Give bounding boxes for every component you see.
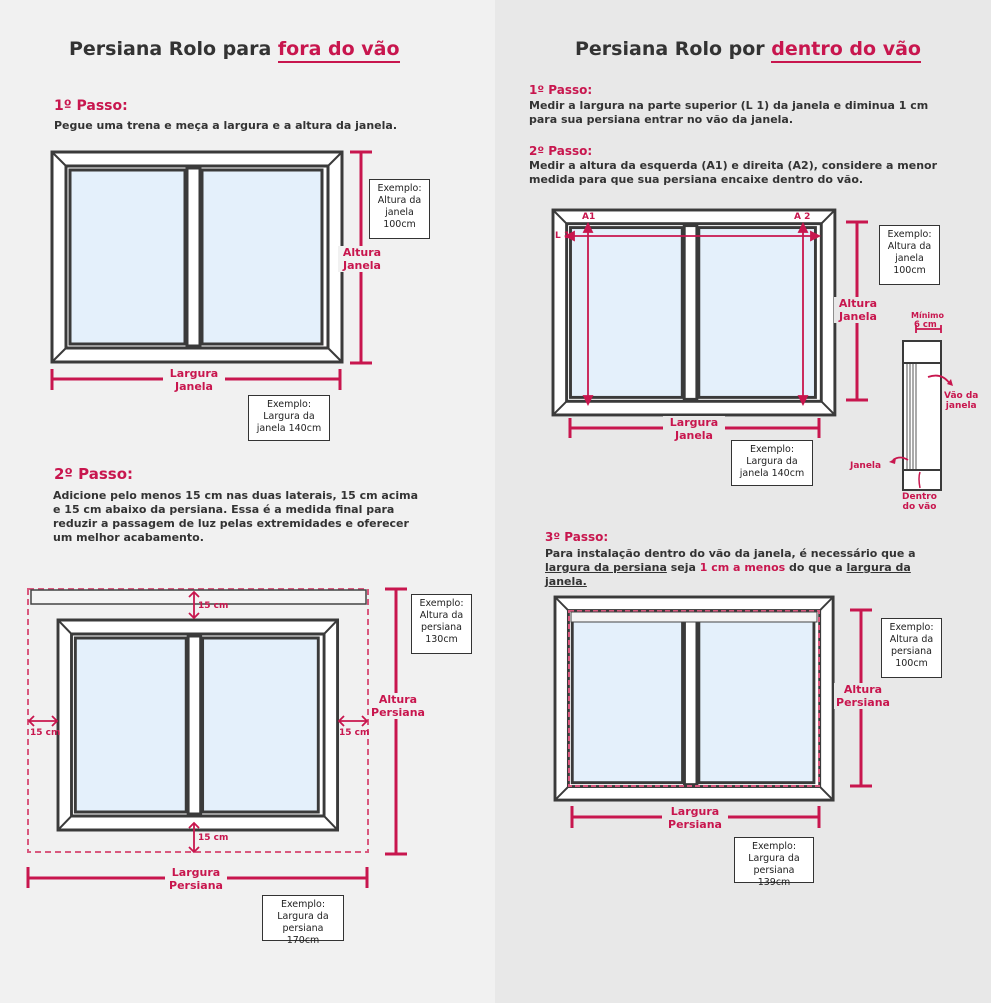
left-step1-width-label: Largura Janela: [163, 367, 225, 393]
right-step2-text: Medir a altura da esquerda (A1) e direita (A2), considere a menor medida para que sua persiana encaixe dentro do vão.: [529, 159, 938, 186]
right-step1-label: 1º Passo:: [529, 83, 593, 97]
left-step1-example-width: Exemplo: Largura da janela 140cm: [248, 395, 330, 441]
right-step3-label: 3º Passo:: [545, 530, 609, 544]
side-dentro-vao-label: Dentro do vão: [902, 492, 937, 512]
right-step2-window: [553, 210, 835, 415]
left-step2-margin-top: 15 cm: [198, 601, 229, 611]
left-step2-margin-bottom: 15 cm: [198, 833, 229, 843]
left-step1-height-label: Altura Janela: [338, 246, 386, 272]
right-step2-example-width: Exemplo: Largura da janela 140cm: [731, 440, 813, 486]
left-step2-window: [58, 620, 338, 830]
left-step2-height-dimension: [385, 589, 407, 854]
left-step1-window: [52, 152, 342, 362]
left-step2-margin-right: 15 cm: [339, 728, 370, 738]
left-step1-example-height: Exemplo: Altura da janela 100cm: [369, 179, 430, 239]
right-step2-height-label: Altura Janela: [834, 297, 882, 323]
right-step3-window: [555, 597, 833, 800]
side-min-label: Mínimo: [911, 311, 944, 320]
marker-l1: L 1: [555, 231, 571, 241]
right-step1-text: Medir a largura na parte superior (L 1) da janela e diminua 1 cm para sua persiana entrar no vão da janela.: [529, 99, 929, 126]
right-step3-roller: [571, 612, 817, 622]
marker-a2: A 2: [794, 212, 811, 222]
right-step3-width-label: Largura Persiana: [662, 805, 728, 831]
right-step3-example-width: Exemplo: Largura da persiana 139cm: [734, 837, 814, 883]
side-min-value: 6 cm: [914, 320, 937, 330]
left-step2-width-label: Largura Persiana: [165, 866, 227, 892]
left-step2-example-width: Exemplo: Largura da persiana 170cm: [262, 895, 344, 941]
left-step2-example-height: Exemplo: Altura da persiana 130cm: [411, 594, 472, 654]
marker-a1: A1: [582, 212, 596, 222]
left-step2-height-label: Altura Persiana: [371, 693, 425, 719]
side-janela-label: Janela: [850, 461, 882, 471]
left-step1-label: 1º Passo:: [54, 98, 128, 114]
right-step2-width-label: Largura Janela: [663, 416, 725, 442]
side-vao-janela-label: Vão da janela: [944, 391, 979, 411]
right-step2-example-height: Exemplo: Altura da janela 100cm: [879, 225, 940, 285]
left-step2-text: Adicione pelo menos 15 cm nas duas laterais, 15 cm acima e 15 cm abaixo da persiana. Essa é a medida final para reduzir a passagem de luz pelas extremidades e oferecer um melhor acabamento.: [53, 489, 419, 544]
right-step3-text: Para instalação dentro do vão da janela, é necessário que a largura da persiana seja 1 cm a menos do que a largura da janela.: [545, 547, 916, 588]
right-step3-height-label: Altura Persiana: [834, 683, 892, 709]
right-step2-label: 2º Passo:: [529, 144, 593, 158]
left-step1-text: Pegue uma trena e meça a largura e a altura da janela.: [54, 119, 398, 132]
left-step2-margin-left: 15 cm: [30, 728, 61, 738]
right-title: Persiana Rolo por dentro do vão: [575, 38, 921, 60]
right-step3-example-height: Exemplo: Altura da persiana 100cm: [881, 618, 942, 678]
left-step2-label: 2º Passo:: [54, 465, 133, 483]
left-title: Persiana Rolo para fora do vão: [69, 38, 400, 60]
